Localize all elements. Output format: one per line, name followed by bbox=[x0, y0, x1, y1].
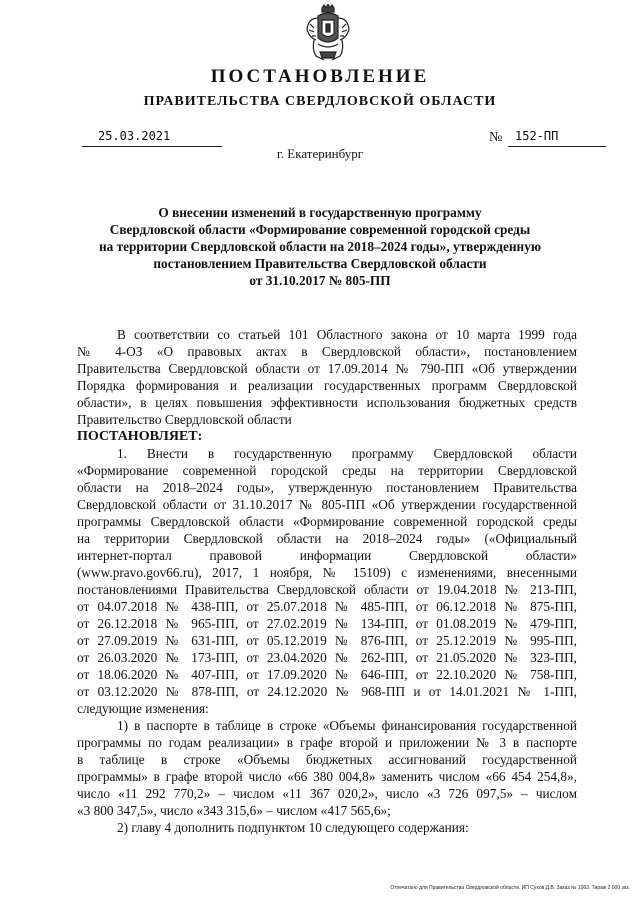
body-line: 1. Внести в государственную программу Свердловской области bbox=[117, 446, 577, 461]
document-title: ПОСТАНОВЛЕНИЕ bbox=[210, 66, 430, 87]
body-line: № 4-ОЗ «О правовых актах в Свердловской области», постановлением bbox=[77, 344, 577, 359]
body-line: (www.pravo.gov66.ru), 2017, 1 ноября, № 15109) с изменениями, внесенными bbox=[77, 565, 577, 580]
body-line: постановлениями Правительства Свердловской области от 19.04.2018 № 213-ПП, bbox=[77, 582, 577, 597]
heading-line: О внесении изменений в государственную программу bbox=[158, 205, 482, 220]
body-line: Свердловской области от 31.10.2017 № 805-ПП «Об утверждении государственной bbox=[77, 497, 577, 512]
body-line: от 26.12.2018 № 965-ПП, от 27.02.2019 № 134-ПП, от 01.08.2019 № 479-ПП, bbox=[77, 616, 577, 631]
body-line: 2) главу 4 дополнить подпунктом 10 следующего содержания: bbox=[117, 820, 469, 835]
body-line: интернет-портал правовой информации Свердловской области» bbox=[77, 548, 577, 563]
heading-line: постановлением Правительства Свердловской области bbox=[153, 256, 487, 271]
document-number: 152-ПП bbox=[515, 129, 559, 143]
number-label: № bbox=[489, 130, 503, 145]
body-line: Правительство Свердловской области bbox=[77, 412, 292, 427]
body-line: «Формирование современной городской среды на территории Свердловской bbox=[77, 463, 577, 478]
body-line: следующие изменения: bbox=[77, 701, 209, 716]
body-line: 1) в паспорте в таблице в строке «Объемы финансирования государственной bbox=[117, 718, 577, 733]
resolution-label: ПОСТАНОВЛЯЕТ: bbox=[77, 429, 203, 444]
body-line: области», в целях повышения эффективности использования бюджетных средств bbox=[77, 395, 577, 410]
body-line: В соответствии со статьей 101 Областного закона от 10 марта 1999 года bbox=[117, 327, 577, 342]
body-line: от 04.07.2018 № 438-ПП, от 25.07.2018 № 485-ПП, от 06.12.2018 № 875-ПП, bbox=[77, 599, 577, 614]
body-line: от 27.09.2019 № 631-ПП, от 05.12.2019 № 876-ПП, от 25.12.2019 № 995-ПП, bbox=[77, 633, 577, 648]
coat-of-arms-icon bbox=[304, 4, 352, 62]
document-subtitle: ПРАВИТЕЛЬСТВА СВЕРДЛОВСКОЙ ОБЛАСТИ bbox=[143, 94, 497, 109]
city-name: г. Екатеринбург bbox=[276, 146, 364, 161]
body-line: в таблице в строке «Объемы бюджетных ассигнований государственной bbox=[77, 752, 577, 767]
document-body bbox=[77, 326, 577, 836]
body-line: области на 2018–2024 годы», утвержденную постановлением Правительства bbox=[77, 480, 577, 495]
heading-line: на территории Свердловской области на 2018–2024 годы», утвержденную bbox=[98, 239, 542, 254]
heading-line: Свердловской области «Формирование современной городской среды bbox=[109, 222, 531, 237]
document-heading bbox=[70, 204, 570, 289]
document-date: 25.03.2021 bbox=[98, 129, 171, 143]
body-line: от 26.03.2020 № 173-ПП, от 23.04.2020 № 262-ПП, от 21.05.2020 № 323-ПП, bbox=[77, 650, 577, 665]
body-line: «3 800 347,5», число «343 315,6» – числом «417 565,6»; bbox=[77, 803, 391, 818]
body-line: от 18.06.2020 № 407-ПП, от 17.09.2020 № 646-ПП, от 22.10.2020 № 758-ПП, bbox=[77, 667, 577, 682]
body-line: программы по годам реализации» в графе второй и приложении № 3 в паспорте bbox=[77, 735, 577, 750]
body-line: от 03.12.2020 № 878-ПП, от 24.12.2020 № 968-ПП и от 14.01.2021 № 1-ПП, bbox=[77, 684, 577, 699]
body-line: Правительства Свердловской области от 17.09.2014 № 790-ПП «Об утверждении bbox=[77, 361, 577, 376]
body-line: на территории Свердловской области на 2018–2024 годы» («Официальный bbox=[77, 531, 577, 546]
body-line: число «11 292 770,2» – числом «11 367 020,2», число «3 726 097,5» – числом bbox=[77, 786, 577, 801]
body-line: программы» в графе второй число «66 380 004,8» заменить числом «66 454 254,8», bbox=[77, 769, 577, 784]
body-line: Порядка формирования и реализации государственных программ Свердловской bbox=[77, 378, 577, 393]
heading-line: от 31.10.2017 № 805-ПП bbox=[249, 273, 391, 288]
body-line: программы Свердловской области «Формирование современной городской среды bbox=[77, 514, 577, 529]
print-footer: Отпечатано для Правительства Свердловской области. ИП Сухов Д.В. Заказ № 1063. Тираж 2 000 экз. bbox=[390, 885, 630, 891]
